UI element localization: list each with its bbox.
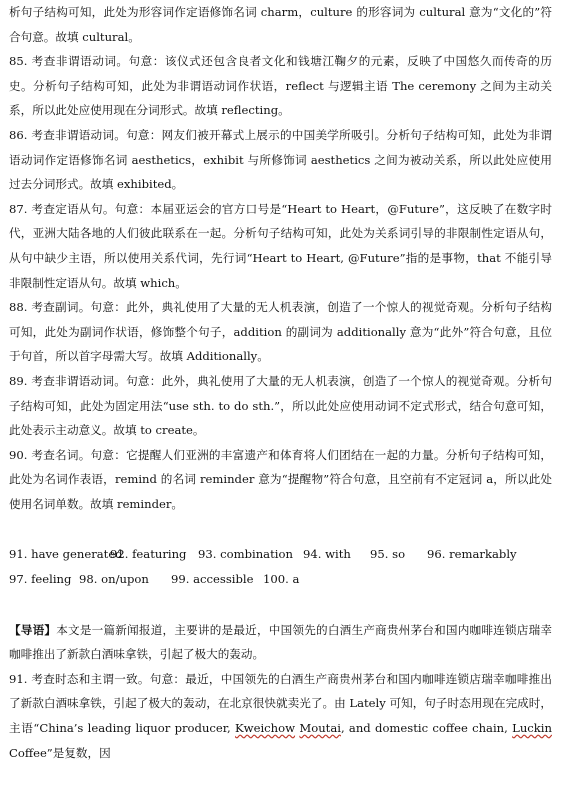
answer-92: 92. featuring (110, 547, 187, 562)
answer-row-1 (9, 542, 552, 567)
answer-94: 94. with (303, 547, 351, 562)
paragraph-84-continuation: 析句子结构可知，此处为形容词作定语修饰名词 charm，culture 的形容词为 cultural 意为“文化的”符合句意。故填 cultural。 (9, 5, 552, 44)
answer-95: 95. so (370, 547, 406, 562)
guide-text: 本文是一篇新闻报道，主要讲的是最近，中国领先的白酒生产商贵州茅台和国内咖啡连锁店瑞幸咖啡推出了新款白酒味拿铁，引起了极大的轰动。 (9, 622, 552, 662)
paragraph-91 (9, 667, 552, 765)
answer-97: 97. feeling (9, 572, 72, 587)
q91-word-luckin: Luckin (512, 721, 552, 736)
q91-word-moutai: Moutai (299, 721, 341, 736)
paragraph-90: 90. 考查名词。句意：它提醒人们亚洲的丰富遗产和体育将人们团结在一起的力量。分析句子结构可知，此处为名词作表语，remind 的名词 reminder 意为“提醒物”符合句意，且空前有不定冠词 a，所以此处使用名词单数。故填 reminder。 (9, 447, 552, 511)
paragraph-87: 87. 考查定语从句。句意：本届亚运会的官方口号是“Heart to Heart，@Future”，这反映了在数字时代，亚洲大陆各地的人们彼此联系在一起。分析句子结构可知，此处为关系词引导的非限制性定语从句，从句中缺少主语，所以使用关系代词，先行词“Heart to Heart, @Future”指的是事物，that 不能引导非限制性定语从句。故填 which。 (9, 201, 552, 290)
q91-mid: , and domestic coffee chain, (340, 721, 513, 736)
answer-93: 93. combination (198, 547, 293, 562)
q91-word-kweichow: Kweichow (235, 721, 296, 736)
spacer (9, 516, 552, 542)
q91-tail: Coffee”是复数，因 (9, 745, 111, 760)
q91-lead: 91. 考查时态和主谓一致。句意：最近，中国领先的白酒生产商贵州茅台和国内咖啡连锁店瑞幸咖啡推出了新款白酒味拿铁，引起了极大的轰动，在北京很快就卖光了。由 Lately 可知，句子时态用现在完成时，主语“China’s leading liquor producer, (9, 671, 552, 736)
paragraph-89: 89. 考查非谓语动词。句意：此外，典礼使用了大量的无人机表演，创造了一个惊人的视觉奇观。分析句子结构可知，此处为固定用法“use sth. to do sth.”，所以此处应使用动词不定式形式，结合句意可知，此处表示主动意义。故填 to create。 (9, 373, 552, 438)
guide-mark: 【导语】 (9, 622, 57, 637)
answer-98: 98. on/upon (79, 572, 149, 587)
spacer (9, 592, 552, 618)
answer-100: 100. a (263, 572, 300, 587)
paragraph-86: 86. 考查非谓语动词。句意：网友们被开幕式上展示的中国美学所吸引。分析句子结构可知，此处为非谓语动词作定语修饰名词 aesthetics，exhibit 与所修饰词 aesthetics 之间为被动关系，所以此处应使用过去分词形式。故填 exhibited。 (9, 127, 552, 192)
answer-99: 99. accessible (171, 572, 254, 587)
answer-91: 91. have generated (9, 547, 123, 562)
answer-row-2 (9, 567, 552, 592)
answer-96: 96. remarkably (427, 547, 517, 562)
paragraph-85: 85. 考查非谓语动词。句意：该仪式还包含良者文化和钱塘江鞠夕的元素，反映了中国悠久而传奇的历史。分析句子结构可知，此处为非谓语动词作状语，reflect 与逻辑主语 The ceremony 之间为主动关系，所以此处应使用现在分词形式。故填 reflecting。 (9, 54, 552, 118)
paragraph-88: 88. 考查副词。句意：此外，典礼使用了大量的无人机表演，创造了一个惊人的视觉奇观。分析句子结构可知，此处为副词作状语，修饰整个句子，addition 的副词为 additionally 意为“此外”符合句意，且位于句首，所以首字母需大写。故填 Additionally。 (9, 300, 552, 364)
guide-paragraph (9, 618, 552, 667)
